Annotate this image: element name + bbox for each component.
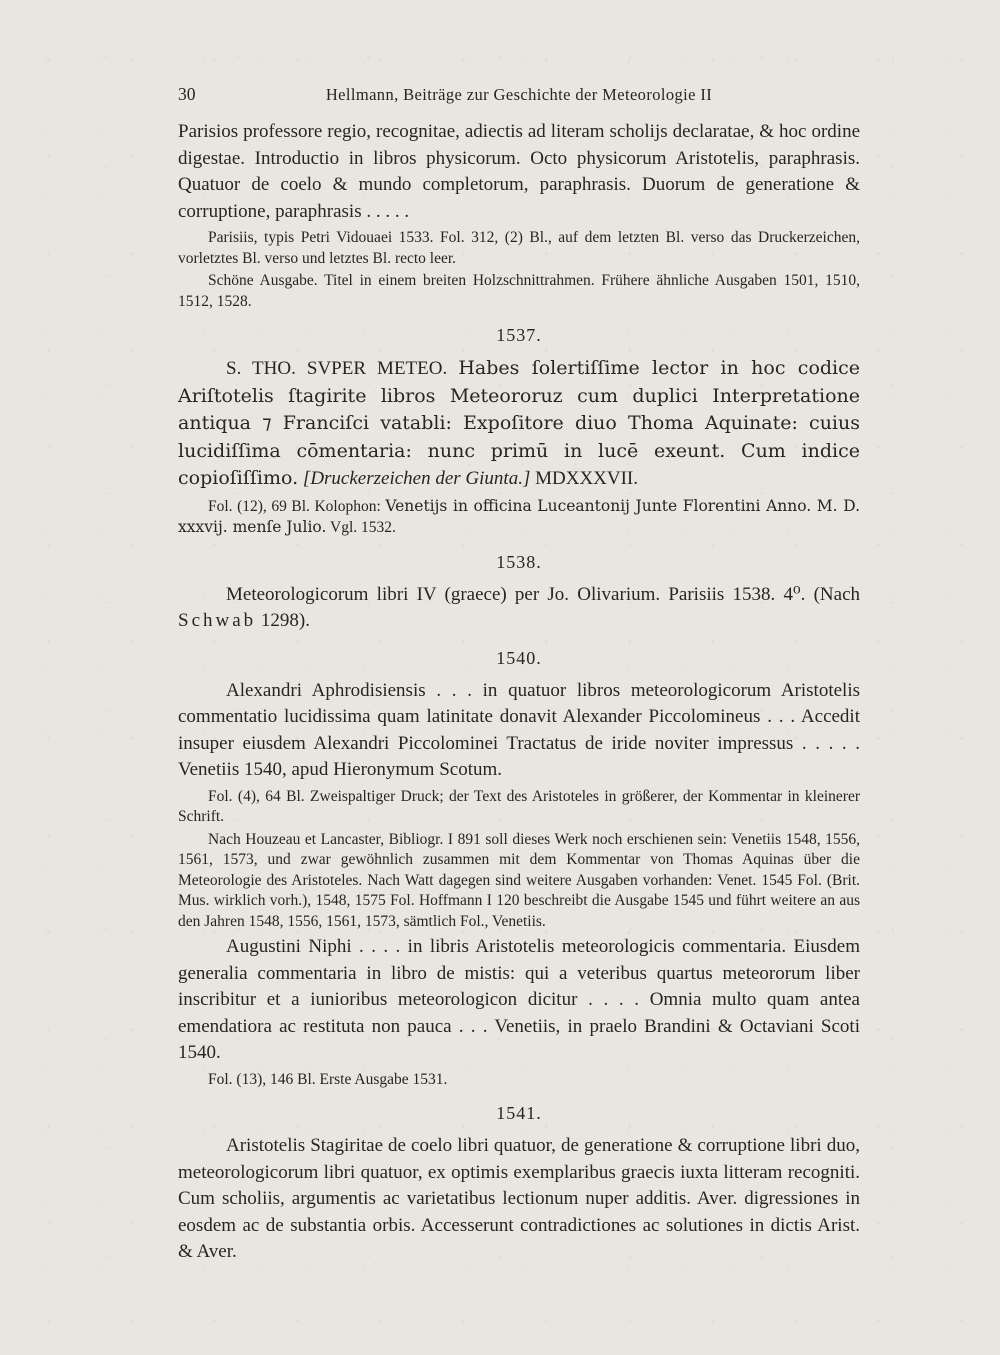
entry-1538-spaced-name: Schwab [178, 610, 257, 631]
entry-1540-niphi-collation-note: Fol. (13), 146 Bl. Erste Ausgabe 1531. [208, 1070, 448, 1088]
entry-1533-remark-note: Schöne Ausgabe. Titel in einem breiten Holzschnittrahmen. Frühere ähnliche Ausgaben 1501, 1510, 1512, 1528. [178, 272, 860, 310]
entry-1541: Aristotelis Stagiritae de coelo libri quatuor, de generatione & corruptione libri duo, meteorologicorum libri quatuor, ex optimis exemplaribus graecis iuxta litteram recogniti. Cum scholiis, argumentis ac varietatibus lectionum nuper additis. Aver. digressiones in eosdem ac de substantia orbis. Accesserunt contradictiones ac solutiones in dictis Arist. & Aver. [178, 1135, 860, 1262]
entry-1537-colophon-fraktur: Venetijs in officina Luceantonij Junte Florentini Anno. M. D. xxxvij. menſe Julio. [178, 496, 861, 536]
entry-1537-date: MDXXXVII. [535, 468, 639, 489]
entry-1540-alexandri: Alexandri Aphrodisiensis . . . in quatuor libros meteorologicorum Aristotelis commentatio lucidissima quam latinitate donavit Alexander Piccolomineus . . . Accedit insuper eiusdem Alexandri Piccolominei Tractatus de iride noviter impressus . . . . . Venetiis 1540, apud Hieronymum Scotum. [178, 679, 860, 780]
entry-1538-text-end: 1298). [260, 610, 310, 631]
entry-1537-title-fraktur: Habes ſolertiſſime lector in hoc codice Ariſtotelis ſtagirite libros Meteororuz cum duplici Interpretatione antiqua ⁊ Franciſci vatabli: Expoſitore diuo Thoma Aquinate: cuius lucidiſſima cōmentaria: nunc primū in lucē exeunt. Cum indice copioſiſſimo. [178, 357, 861, 489]
entry-1540-bibliography-note: Nach Houzeau et Lancaster, Bibliogr. I 891 soll dieses Werk noch erschienen sein: Venetiis 1548, 1556, 1561, 1573, und zwar gewöhnlich zusammen mit dem Kommentar von Thomas Aquinas über die Meteorologie des Aristoteles. Nach Watt dagegen sind weitere Ausgaben vorhanden: Venet. 1545 Fol. (Brit. Mus. wirklich vorh.), 1548, 1575 Fol. Hoffmann I 120 beschreibt die Ausgabe 1545 und führt weitere an aus den Jahren 1548, 1556, 1561, 1573, sämtlich Fol., Venetiis. [178, 830, 860, 930]
running-title: Hellmann, Beiträge zur Geschichte der Meteorologie II [325, 85, 713, 104]
entry-1533-continuation: Parisios professore regio, recognitae, adiectis ad literam scholijs declaratae, & hoc ordine digestae. Introductio in libros physicorum. Octo physicorum Aristotelis, paraphrasis. Quatuor de coelo & mundo completorum, paraphrasis. Duorum de generatione & corruptione, paraphrasis . . . . . [178, 121, 860, 222]
entry-1537-printers-mark-note: [Druckerzeichen der Giunta.] [302, 468, 531, 489]
year-heading-1537: 1537. [496, 325, 542, 345]
page-number: 30 [178, 84, 196, 104]
entry-1537-colophon-post: Vgl. 1532. [330, 519, 396, 536]
entry-1537-colophon-pre: Fol. (12), 69 Bl. Kolophon: [208, 497, 381, 515]
entry-1533-collation-note: Parisiis, typis Petri Vidouaei 1533. Fol. 312, (2) Bl., auf dem letzten Bl. verso das Druckerzeichen, vorletztes Bl. verso und letztes Bl. recto leer. [178, 229, 860, 267]
entry-1537-colophon-note [178, 496, 860, 539]
year-heading-1540: 1540. [496, 647, 542, 668]
entry-1540-collation-note: Fol. (4), 64 Bl. Zweispaltiger Druck; der Text des Aristoteles in größerer, der Kommentar in kleinerer Schrift. [178, 787, 860, 825]
entry-1538-text: Meteorologicorum libri IV (graece) per Jo. Olivarium. Parisiis 1538. 4⁰. (Nach [226, 583, 860, 605]
entry-1540-niphi: Augustini Niphi . . . . in libris Aristotelis meteorologicis commentaria. Eiusdem generalia commentaria in libro de mistis: qui a veteribus quartus meteororum liber inscribitur et a iunioribus meteorologicon dicitur . . . . Omnia multo quam antea emendatiora ac restituta non pauca . . . Venetiis, in praelo Brandini & Octaviani Scoti 1540. [178, 936, 860, 1063]
year-heading-1538: 1538. [496, 551, 542, 572]
entry-1537-lead: S. THO. SVPER METEO. [226, 358, 448, 379]
running-header [178, 84, 860, 105]
entry-1537 [178, 355, 860, 493]
entry-1538 [178, 582, 860, 635]
year-heading-1541: 1541. [496, 1103, 542, 1123]
text-column [178, 84, 860, 1269]
